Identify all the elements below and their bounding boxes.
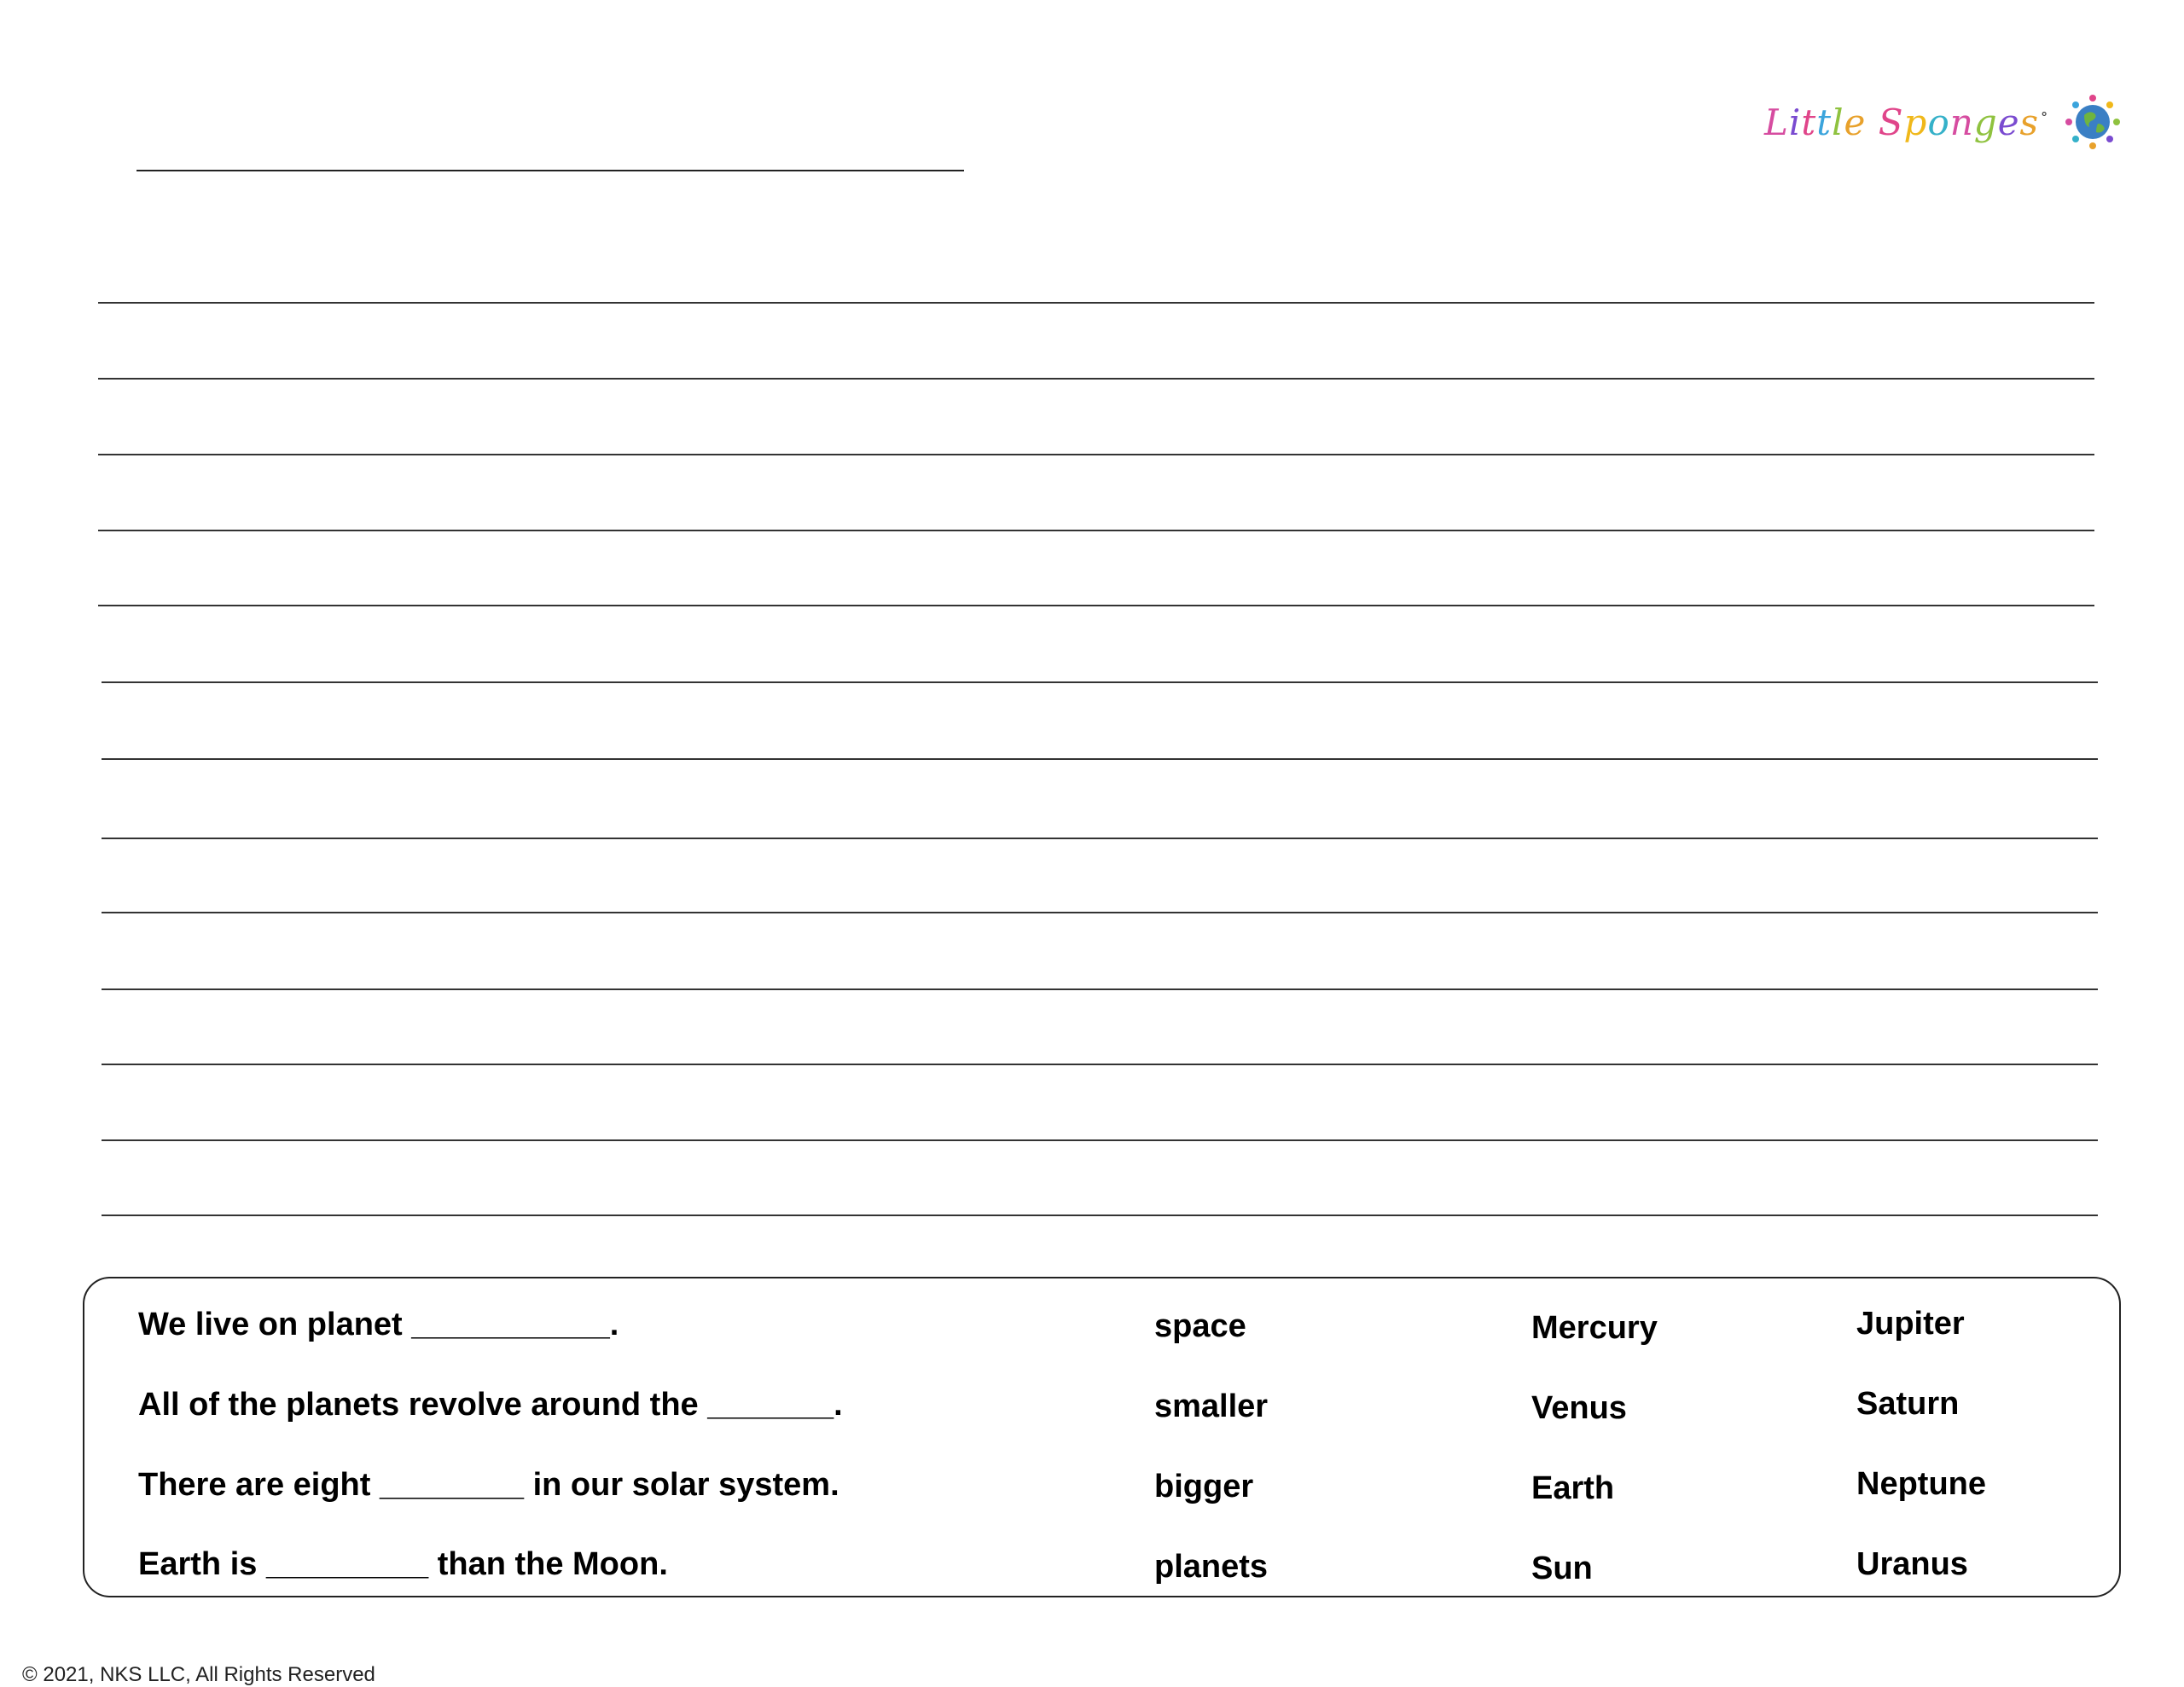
word-bank-word: planets (1154, 1549, 1269, 1585)
word-bank-word: Mercury (1531, 1310, 1658, 1346)
fill-in-sentence: All of the planets revolve around the _______. (138, 1387, 843, 1423)
writing-line[interactable] (102, 1215, 2098, 1216)
fill-in-sentence: Earth is _________ than the Moon. (138, 1546, 668, 1582)
word-bank-word: bigger (1154, 1469, 1254, 1504)
writing-line[interactable] (98, 302, 2094, 304)
writing-line[interactable] (102, 681, 2098, 683)
word-bank-word: Saturn (1856, 1386, 1960, 1422)
word-bank-word: Neptune (1856, 1466, 1986, 1502)
word-bank-word: Venus (1531, 1390, 1627, 1426)
fill-in-sentence: We live on planet ___________. (138, 1307, 619, 1342)
writing-line[interactable] (102, 1064, 2098, 1065)
writing-line[interactable] (102, 758, 2098, 760)
copyright-notice: © 2021, NKS LLC, All Rights Reserved (22, 1663, 375, 1686)
writing-line[interactable] (102, 988, 2098, 990)
logo-wordmark: Little Sponges ° (1764, 101, 2049, 143)
word-bank-word: space (1154, 1308, 1246, 1344)
word-bank-word: smaller (1154, 1388, 1269, 1424)
writing-line[interactable] (102, 838, 2098, 839)
word-bank-word: Uranus (1856, 1546, 1968, 1582)
globe-with-children-icon (2064, 93, 2122, 151)
word-bank-word: Jupiter (1856, 1306, 1965, 1342)
name-line[interactable] (136, 170, 964, 171)
writing-line[interactable] (98, 378, 2094, 380)
writing-line[interactable] (102, 912, 2098, 913)
writing-line[interactable] (98, 454, 2094, 455)
writing-line[interactable] (98, 530, 2094, 531)
writing-line[interactable] (102, 1139, 2098, 1141)
little-sponges-logo (1764, 92, 2122, 152)
word-bank-word: Earth (1531, 1470, 1615, 1506)
word-bank-word: Sun (1531, 1551, 1593, 1586)
writing-line[interactable] (98, 605, 2094, 606)
fill-in-sentence: There are eight ________ in our solar system. (138, 1467, 839, 1503)
